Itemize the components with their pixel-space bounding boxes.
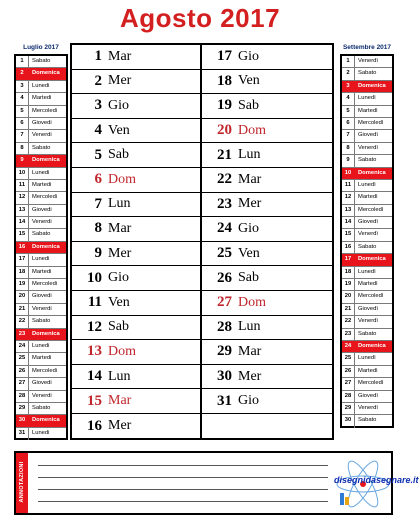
side-day-row bbox=[16, 254, 66, 266]
day-row bbox=[72, 316, 200, 341]
side-day-name: Domenica bbox=[358, 82, 386, 89]
side-day-name: Domenica bbox=[358, 256, 386, 263]
side-day-number: 24 bbox=[16, 341, 29, 352]
side-day-number: 29 bbox=[16, 403, 29, 414]
day-name: Mer bbox=[108, 418, 132, 434]
side-day-name: Lunedì bbox=[358, 95, 376, 102]
side-day-row bbox=[16, 329, 66, 341]
side-day-name: Sabato bbox=[358, 243, 377, 250]
side-day-row bbox=[16, 205, 66, 217]
side-day-name: Domenica bbox=[32, 157, 60, 164]
side-day-row bbox=[342, 155, 392, 167]
day-number: 24 bbox=[217, 220, 232, 237]
side-day-row bbox=[342, 341, 392, 353]
side-day-number: 26 bbox=[16, 366, 29, 377]
side-day-row bbox=[16, 341, 66, 353]
side-day-number: 12 bbox=[342, 192, 355, 203]
side-day-name: Martedì bbox=[358, 107, 378, 114]
side-day-number: 28 bbox=[342, 391, 355, 402]
side-day-row bbox=[342, 56, 392, 68]
side-day-number: 11 bbox=[16, 180, 29, 191]
day-number: 14 bbox=[87, 368, 102, 385]
side-day-number: 22 bbox=[342, 316, 355, 327]
side-day-number: 14 bbox=[16, 217, 29, 228]
side-day-name: Domenica bbox=[358, 169, 386, 176]
side-day-number: 19 bbox=[16, 279, 29, 290]
side-day-row bbox=[16, 180, 66, 192]
day-row bbox=[72, 414, 200, 439]
day-number: 25 bbox=[217, 245, 232, 262]
day-name: Lun bbox=[108, 196, 131, 212]
next-month-list bbox=[340, 54, 394, 428]
page-title: Agosto 2017 bbox=[119, 3, 281, 33]
day-number: 17 bbox=[217, 48, 232, 65]
side-day-number: 18 bbox=[342, 267, 355, 278]
day-number: 2 bbox=[94, 72, 102, 89]
side-day-name: Sabato bbox=[32, 144, 51, 151]
day-row bbox=[202, 316, 332, 341]
day-name: Lun bbox=[108, 368, 131, 384]
side-day-name: Giovedi bbox=[32, 293, 52, 300]
side-day-row bbox=[16, 242, 66, 254]
side-day-name: Mercoledi bbox=[32, 194, 58, 201]
day-row bbox=[202, 168, 332, 193]
day-row bbox=[202, 94, 332, 119]
day-name: Dom bbox=[238, 294, 266, 310]
side-day-row bbox=[16, 403, 66, 415]
day-number: 31 bbox=[217, 392, 232, 409]
side-day-row bbox=[16, 106, 66, 118]
day-name: Mar bbox=[238, 171, 262, 187]
side-day-name: Lunedi bbox=[32, 82, 50, 89]
day-row bbox=[202, 389, 332, 414]
side-day-row bbox=[342, 279, 392, 291]
note-line bbox=[38, 465, 328, 466]
notes-box bbox=[14, 451, 419, 515]
day-row bbox=[72, 193, 200, 218]
side-day-number: 16 bbox=[342, 242, 355, 253]
day-row bbox=[202, 242, 332, 267]
side-day-name: Venerdì bbox=[358, 404, 378, 411]
logo-text: disegnidasegnare.it bbox=[334, 475, 419, 485]
side-day-row bbox=[342, 366, 392, 378]
day-name: Gio bbox=[238, 393, 259, 409]
day-name: Gio bbox=[238, 48, 259, 64]
side-day-row bbox=[16, 130, 66, 142]
side-day-number: 17 bbox=[16, 254, 29, 265]
side-day-name: Lunedi bbox=[32, 342, 50, 349]
side-day-row bbox=[342, 93, 392, 105]
side-day-number: 20 bbox=[16, 291, 29, 302]
side-day-number: 7 bbox=[342, 130, 355, 141]
side-day-row bbox=[16, 118, 66, 130]
side-day-row bbox=[16, 366, 66, 378]
day-row bbox=[202, 414, 332, 439]
side-day-name: Venerdi bbox=[32, 392, 52, 399]
side-day-row bbox=[16, 217, 66, 229]
day-row bbox=[202, 143, 332, 168]
day-number: 18 bbox=[217, 72, 232, 89]
side-day-number: 15 bbox=[342, 229, 355, 240]
day-name: Ven bbox=[238, 73, 260, 89]
side-day-name: Giovedì bbox=[358, 392, 378, 399]
side-day-name: Lunedì bbox=[358, 181, 376, 188]
side-day-row bbox=[16, 378, 66, 390]
side-day-name: Martedi bbox=[32, 355, 52, 362]
day-number: 3 bbox=[94, 97, 102, 114]
side-day-row bbox=[16, 304, 66, 316]
day-name: Dom bbox=[108, 343, 136, 359]
side-day-number: 13 bbox=[16, 205, 29, 216]
side-day-row bbox=[342, 291, 392, 303]
day-name: Sab bbox=[238, 97, 259, 113]
side-day-number: 1 bbox=[342, 56, 355, 67]
note-line bbox=[38, 477, 328, 478]
day-row bbox=[72, 70, 200, 95]
day-name: Dom bbox=[238, 122, 266, 138]
side-day-number: 11 bbox=[342, 180, 355, 191]
side-day-row bbox=[342, 106, 392, 118]
side-day-row bbox=[342, 242, 392, 254]
side-day-name: Venerdi bbox=[32, 219, 52, 226]
day-row bbox=[202, 291, 332, 316]
side-day-number: 25 bbox=[16, 353, 29, 364]
side-day-row bbox=[342, 267, 392, 279]
side-day-name: Venerdì bbox=[358, 144, 378, 151]
day-row bbox=[72, 291, 200, 316]
day-row bbox=[202, 119, 332, 144]
side-day-name: Sabato bbox=[358, 330, 377, 337]
day-name: Sab bbox=[108, 147, 129, 163]
side-day-number: 2 bbox=[16, 68, 29, 79]
side-day-name: Lunedi bbox=[32, 169, 50, 176]
side-day-name: Sabato bbox=[32, 58, 51, 64]
side-day-number: 12 bbox=[16, 192, 29, 203]
side-day-number: 16 bbox=[16, 242, 29, 253]
side-day-number: 5 bbox=[16, 106, 29, 117]
side-day-row bbox=[342, 254, 392, 266]
side-day-row bbox=[342, 353, 392, 365]
side-day-number: 9 bbox=[16, 155, 29, 166]
side-day-number: 23 bbox=[342, 329, 355, 340]
side-day-number: 25 bbox=[342, 353, 355, 364]
day-name: Mer bbox=[108, 245, 132, 261]
day-name: Ven bbox=[108, 294, 130, 310]
side-day-name: Lunedì bbox=[358, 268, 376, 275]
side-day-name: Martedì bbox=[358, 194, 378, 201]
day-name: Gio bbox=[108, 97, 129, 113]
day-number: 29 bbox=[217, 343, 232, 360]
side-day-name: Domenica bbox=[358, 342, 386, 349]
day-number: 11 bbox=[87, 294, 102, 311]
day-name: Sab bbox=[108, 319, 129, 335]
day-number: 26 bbox=[217, 269, 232, 286]
side-day-row bbox=[16, 291, 66, 303]
side-day-name: Mercoledì bbox=[358, 206, 384, 213]
day-number: 19 bbox=[217, 97, 232, 114]
day-row bbox=[72, 143, 200, 168]
prev-month-list bbox=[14, 54, 68, 440]
side-day-row bbox=[16, 391, 66, 403]
side-day-name: Martedì bbox=[358, 281, 378, 288]
day-name: Lun bbox=[238, 147, 261, 163]
side-day-row bbox=[342, 118, 392, 130]
day-row bbox=[72, 389, 200, 414]
side-day-row bbox=[342, 168, 392, 180]
day-number: 5 bbox=[94, 146, 102, 163]
side-day-name: Giovedì bbox=[358, 219, 378, 226]
side-day-number: 21 bbox=[16, 304, 29, 315]
side-day-name: Giovedi bbox=[32, 206, 52, 213]
side-day-row bbox=[16, 68, 66, 80]
day-name: Mer bbox=[108, 73, 132, 89]
side-day-number: 14 bbox=[342, 217, 355, 228]
side-day-row bbox=[342, 316, 392, 328]
side-day-number: 26 bbox=[342, 366, 355, 377]
day-row bbox=[202, 217, 332, 242]
day-row bbox=[202, 340, 332, 365]
side-day-number: 8 bbox=[16, 143, 29, 154]
day-number: 28 bbox=[217, 318, 232, 335]
side-day-row bbox=[342, 143, 392, 155]
side-day-name: Venerdi bbox=[32, 305, 52, 312]
side-day-row bbox=[342, 180, 392, 192]
side-day-name: Martedi bbox=[32, 95, 52, 102]
day-number: 30 bbox=[217, 368, 232, 385]
day-name: Lun bbox=[238, 319, 261, 335]
side-day-number: 31 bbox=[16, 428, 29, 440]
day-number: 23 bbox=[217, 195, 232, 212]
side-day-row bbox=[342, 304, 392, 316]
days-column-1 bbox=[72, 45, 202, 438]
day-row bbox=[72, 365, 200, 390]
day-name: Mar bbox=[108, 393, 132, 409]
day-row bbox=[72, 242, 200, 267]
side-day-name: Martedi bbox=[32, 181, 52, 188]
side-day-number: 23 bbox=[16, 329, 29, 340]
side-day-name: Mercoledi bbox=[32, 107, 58, 114]
side-day-number: 2 bbox=[342, 68, 355, 79]
prev-month-label: Luglio 2017 bbox=[23, 44, 59, 51]
day-name: Sab bbox=[238, 270, 259, 286]
side-day-number: 20 bbox=[342, 291, 355, 302]
day-row bbox=[202, 45, 332, 70]
side-day-number: 8 bbox=[342, 143, 355, 154]
side-day-name: Sabato bbox=[358, 70, 377, 77]
side-day-row bbox=[16, 316, 66, 328]
site-logo bbox=[334, 459, 419, 509]
side-day-name: Domenica bbox=[32, 70, 60, 77]
side-day-row bbox=[16, 155, 66, 167]
side-day-row bbox=[342, 378, 392, 390]
side-day-row bbox=[16, 56, 66, 68]
side-day-row bbox=[342, 130, 392, 142]
day-name: Mar bbox=[108, 48, 132, 64]
side-day-number: 5 bbox=[342, 106, 355, 117]
day-row bbox=[72, 340, 200, 365]
side-day-row bbox=[16, 415, 66, 427]
side-day-row bbox=[16, 279, 66, 291]
day-number: 8 bbox=[94, 220, 102, 237]
side-day-row bbox=[342, 403, 392, 415]
side-day-number: 24 bbox=[342, 341, 355, 352]
side-day-name: Martedì bbox=[358, 367, 378, 374]
side-day-number: 6 bbox=[16, 118, 29, 129]
note-line bbox=[38, 501, 328, 502]
side-day-name: Giovedi bbox=[32, 380, 52, 387]
side-day-row bbox=[16, 192, 66, 204]
notes-tab bbox=[16, 453, 28, 513]
side-day-number: 13 bbox=[342, 205, 355, 216]
day-number: 22 bbox=[217, 171, 232, 188]
side-day-name: Venerdì bbox=[358, 318, 378, 325]
side-day-number: 15 bbox=[16, 229, 29, 240]
notes-label: ANNOTAZIONI bbox=[19, 461, 25, 503]
day-row bbox=[72, 45, 200, 70]
side-day-row bbox=[342, 415, 392, 427]
side-day-name: Venerdi bbox=[32, 132, 52, 139]
side-day-name: Mercoledi bbox=[32, 367, 58, 374]
side-day-number: 7 bbox=[16, 130, 29, 141]
side-day-name: Venerdì bbox=[358, 231, 378, 238]
side-day-number: 3 bbox=[16, 81, 29, 92]
side-day-name: Mercoledi bbox=[32, 281, 58, 288]
day-number: 6 bbox=[94, 171, 102, 188]
side-day-row bbox=[16, 229, 66, 241]
day-number: 1 bbox=[94, 48, 102, 65]
side-day-row bbox=[342, 192, 392, 204]
day-number: 16 bbox=[87, 417, 102, 434]
side-day-number: 3 bbox=[342, 81, 355, 92]
side-day-name: Mercoledì bbox=[358, 293, 384, 300]
day-row bbox=[202, 365, 332, 390]
side-day-number: 21 bbox=[342, 304, 355, 315]
day-row bbox=[202, 266, 332, 291]
side-day-name: Sabato bbox=[32, 404, 51, 411]
side-day-number: 19 bbox=[342, 279, 355, 290]
side-day-row bbox=[16, 267, 66, 279]
side-day-number: 27 bbox=[342, 378, 355, 389]
side-day-row bbox=[342, 68, 392, 80]
days-column-2 bbox=[202, 45, 332, 438]
side-day-name: Giovedì bbox=[358, 132, 378, 139]
day-row bbox=[202, 70, 332, 95]
day-name: Ven bbox=[238, 245, 260, 261]
side-day-number: 22 bbox=[16, 316, 29, 327]
side-day-row bbox=[342, 217, 392, 229]
day-row bbox=[72, 94, 200, 119]
side-day-name: Domenica bbox=[32, 243, 60, 250]
side-day-row bbox=[16, 428, 66, 440]
side-day-name: Sabato bbox=[32, 318, 51, 325]
note-line bbox=[38, 489, 328, 490]
day-name: Mer bbox=[238, 196, 262, 212]
day-name: Dom bbox=[108, 171, 136, 187]
side-day-row bbox=[16, 168, 66, 180]
day-row bbox=[72, 217, 200, 242]
day-number: 15 bbox=[87, 392, 102, 409]
day-name: Mar bbox=[108, 220, 132, 236]
day-number: 20 bbox=[217, 122, 232, 139]
side-day-row bbox=[342, 329, 392, 341]
day-number: 4 bbox=[94, 122, 102, 139]
side-day-name: Venerdì bbox=[358, 58, 378, 64]
side-day-number: 10 bbox=[342, 168, 355, 179]
side-day-number: 27 bbox=[16, 378, 29, 389]
side-day-name: Lunedì bbox=[358, 355, 376, 362]
side-day-number: 30 bbox=[342, 415, 355, 427]
side-day-name: Domenica bbox=[32, 330, 60, 337]
day-name: Gio bbox=[238, 220, 259, 236]
side-day-name: Lunedi bbox=[32, 429, 50, 436]
next-month-label: Settembre 2017 bbox=[342, 44, 392, 51]
side-day-name: Martedi bbox=[32, 268, 52, 275]
side-day-name: Sabato bbox=[358, 417, 377, 424]
side-day-name: Giovedì bbox=[358, 305, 378, 312]
side-day-number: 18 bbox=[16, 267, 29, 278]
day-row bbox=[72, 168, 200, 193]
side-day-name: Mercoledì bbox=[358, 380, 384, 387]
side-day-number: 4 bbox=[342, 93, 355, 104]
side-day-number: 17 bbox=[342, 254, 355, 265]
side-day-row bbox=[342, 205, 392, 217]
side-day-row bbox=[16, 143, 66, 155]
day-name: Mer bbox=[238, 368, 262, 384]
day-name: Gio bbox=[108, 270, 129, 286]
side-day-name: Domenica bbox=[32, 417, 60, 424]
side-day-row bbox=[342, 81, 392, 93]
day-row bbox=[72, 119, 200, 144]
side-day-number: 30 bbox=[16, 415, 29, 426]
side-day-row bbox=[16, 353, 66, 365]
day-name: Mar bbox=[238, 343, 262, 359]
side-day-number: 9 bbox=[342, 155, 355, 166]
day-number: 7 bbox=[94, 195, 102, 212]
side-day-number: 28 bbox=[16, 391, 29, 402]
side-day-number: 29 bbox=[342, 403, 355, 414]
side-day-row bbox=[16, 93, 66, 105]
day-number: 12 bbox=[87, 318, 102, 335]
day-row bbox=[72, 266, 200, 291]
side-day-name: Lunedi bbox=[32, 256, 50, 263]
day-number: 13 bbox=[87, 343, 102, 360]
day-number: 27 bbox=[217, 294, 232, 311]
side-day-number: 6 bbox=[342, 118, 355, 129]
side-day-name: Sabato bbox=[358, 157, 377, 164]
side-day-row bbox=[342, 229, 392, 241]
day-row bbox=[202, 193, 332, 218]
day-number: 10 bbox=[87, 269, 102, 286]
side-day-number: 10 bbox=[16, 168, 29, 179]
side-day-row bbox=[342, 391, 392, 403]
day-number: 9 bbox=[94, 245, 102, 262]
side-day-number: 1 bbox=[16, 56, 29, 67]
day-number: 21 bbox=[217, 146, 232, 163]
day-name: Ven bbox=[108, 122, 130, 138]
side-day-name: Giovedi bbox=[32, 119, 52, 126]
side-day-name: Sabato bbox=[32, 231, 51, 238]
side-day-row bbox=[16, 81, 66, 93]
month-grid bbox=[70, 43, 334, 440]
side-day-number: 4 bbox=[16, 93, 29, 104]
side-day-name: Mercoledì bbox=[358, 119, 384, 126]
